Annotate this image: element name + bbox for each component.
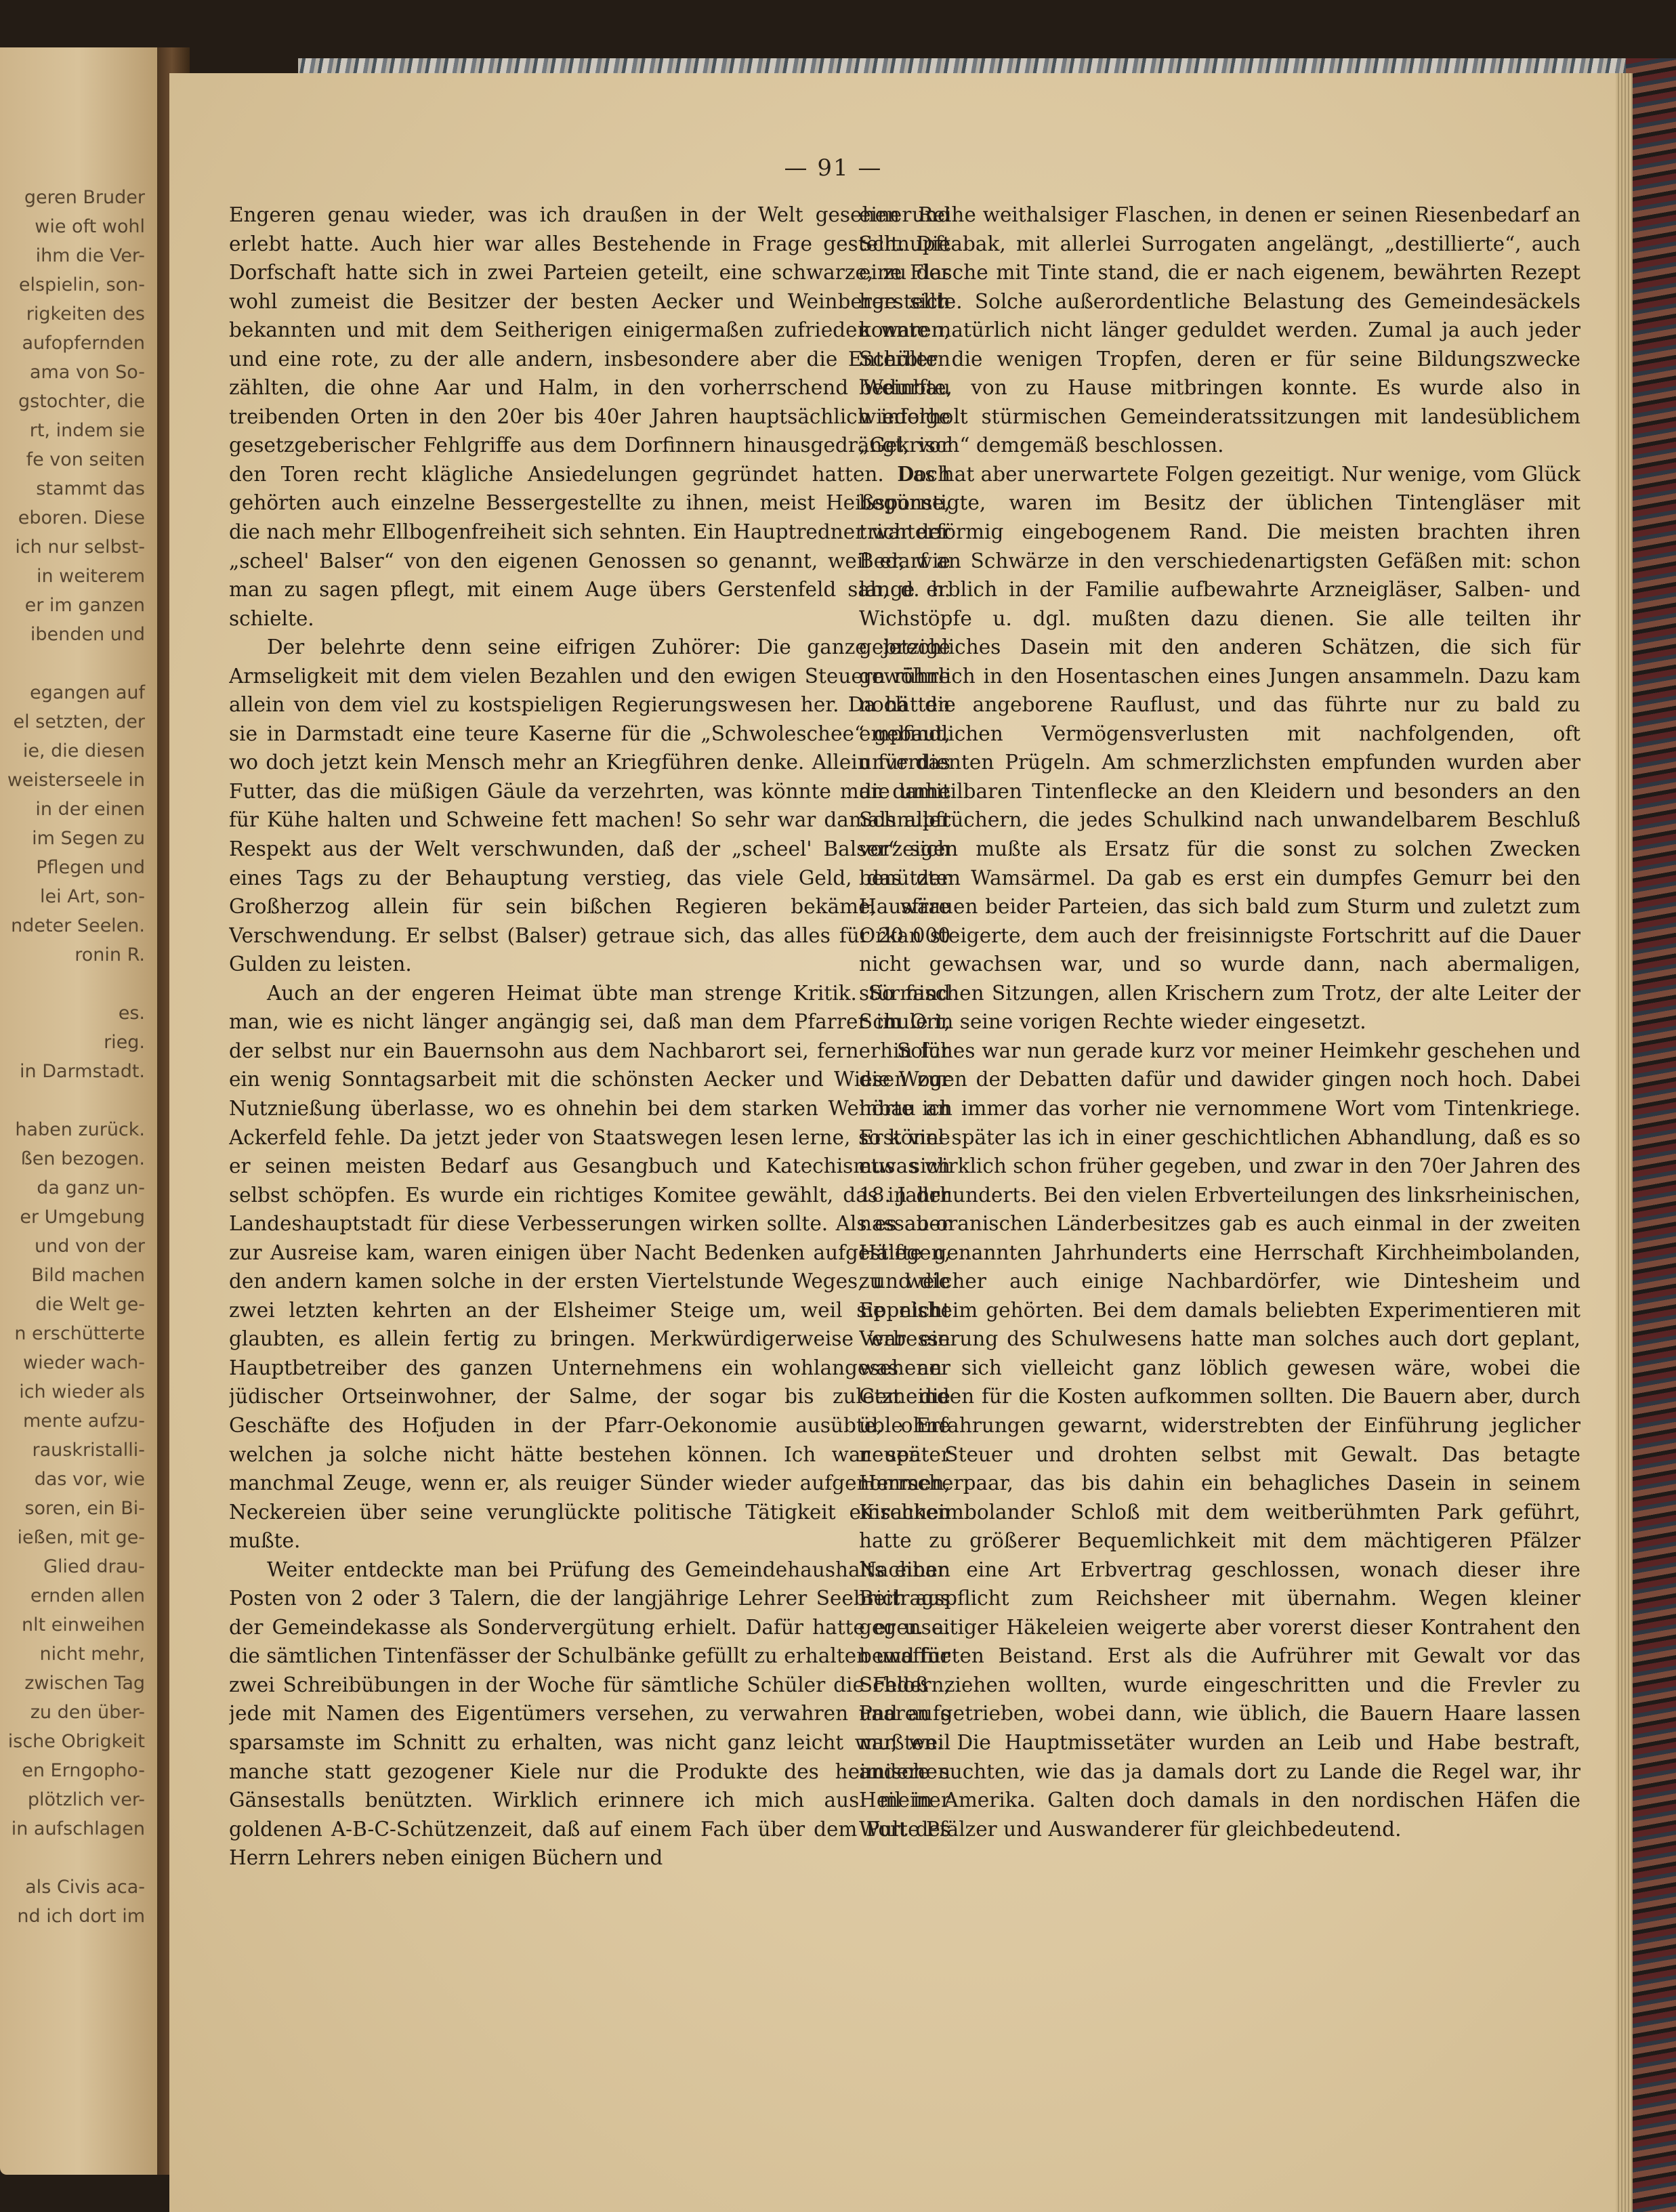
facing-page-line: ießen, mit ge- (17, 1527, 145, 1548)
paragraph: Weiter entdeckte man bei Prüfung des Gemeindehaushalts einen Posten von 2 oder 3 Talern, die der langjährige Lehrer Seebrich aus der Gemeindekasse als Sondervergütung erhielt. Dafür hatte er u. a. die sämtlichen Tintenfässer der Schulbänke gefüllt zu erhalten und für zwei Schreibübungen in der Woche für sämtliche Schüler die Federn, jede mit Namen des Eigentümers versehen, zu verwahren und aufs sparsamste im Schnitt zu erhalten, was nicht ganz leicht war, weil manche statt gezogener Kiele nur die Produkte des heimischen Gänsestalls benützten. Wirklich erinnere ich mich aus meiner goldenen A-B-C-Schützenzeit, daß auf einem Fach über dem Pult des Herrn Lehrers neben einigen Büchern und (229, 1558, 950, 1870)
facing-page-line: er Umgebung (20, 1207, 145, 1228)
page-edge (1616, 73, 1633, 2212)
facing-page-line: nicht mehr, (39, 1644, 145, 1665)
facing-page-line: in Darmstadt. (20, 1061, 145, 1082)
facing-page-line: Bild machen (31, 1265, 145, 1286)
facing-page-line: zu den über- (30, 1702, 145, 1723)
facing-page-line: geren Bruder (24, 187, 145, 208)
marbled-board-right (1626, 58, 1676, 2212)
facing-page-line: ie, die diesen (22, 740, 145, 761)
facing-page-line: gstochter, die (18, 391, 145, 412)
facing-page-line: wie oft wohl (35, 216, 145, 237)
facing-page-line: er im ganzen (24, 595, 145, 616)
facing-page-line: aufopfernden (22, 333, 145, 354)
facing-page-line: ßen bezogen. (20, 1148, 145, 1169)
text-column-left (229, 201, 950, 2057)
facing-page-line: fe von seiten (26, 449, 145, 470)
facing-page-line: ich wieder als (19, 1381, 145, 1402)
facing-page-line: ndeter Seelen. (11, 915, 145, 936)
facing-page-line: n erschütterte (14, 1323, 145, 1344)
facing-page-text (0, 183, 150, 1931)
facing-page-line: ernden allen (30, 1585, 145, 1606)
page-number: — 91 — (784, 154, 883, 182)
facing-page-line: Glied drau- (43, 1556, 145, 1577)
facing-page-line: in aufschlagen (11, 1818, 145, 1839)
facing-page-line: rt, indem sie (29, 420, 145, 441)
facing-page-line: el setzten, der (13, 711, 145, 732)
facing-page-line: ich nur selbst- (15, 537, 145, 558)
facing-page-line: plötzlich ver- (27, 1789, 145, 1810)
text-column-right (859, 201, 1580, 2057)
facing-page-line: in weiterem (36, 566, 145, 587)
facing-page-line: rigkeiten des (26, 304, 145, 325)
facing-page-line: nlt einweihen (21, 1614, 145, 1635)
facing-page-line: als Civis aca- (25, 1877, 145, 1898)
facing-page-line (0, 649, 150, 678)
facing-page-line: nd ich dort im (17, 1906, 145, 1927)
facing-page-line: egangen auf (29, 682, 145, 703)
facing-page-line: soren, ein Bi- (24, 1498, 145, 1519)
facing-page-line: da ganz un- (37, 1177, 145, 1198)
facing-page-line: das vor, wie (34, 1469, 145, 1490)
paragraph: Der belehrte denn seine eifrigen Zuhörer: Die ganze jetzige Armseligkeit mit dem vielen Bezahlen und den ewigen Steuern rühre allein von dem viel zu kostspieligen Regierungswesen her. Da hätten sie in Darmstadt eine teure Kaserne für die „Schwoleschee“ gebaut, wo doch jetzt kein Mensch mehr an Kriegführen denke. Allein für das Futter, das die müßigen Gäule da verzehrten, was könnte man damit für Kühe halten und Schweine fett machen! So sehr war damals aller Respekt aus der Welt verschwunden, daß der „scheel' Balser“ sich eines Tags zu der Behauptung verstieg, das viele Geld, das der Großherzog allein für sein bißchen Regieren bekäme, wäre Verschwendung. Er selbst (Balser) getraue sich, das alles für 20 000 Gulden zu leisten. (229, 635, 950, 976)
paragraph: Engeren genau wieder, was ich draußen in der Welt gesehen und erlebt hatte. Auch hier war alles Bestehende in Frage gestellt. Die Dorfschaft hatte sich in zwei Parteien geteilt, eine schwarze, zu der wohl zumeist die Besitzer der besten Aecker und Weinberge sich bekannten und mit dem Seitherigen einigermaßen zufrieden waren, und eine rote, zu der alle andern, insbesondere aber die Enterbten zählten, die ohne Aar und Halm, in den vorherrschend Weinbau treibenden Orten in den 20er bis 40er Jahren hauptsächlich infolge gesetzgeberischer Fehlgriffe aus dem Dorfinnern hinausgedrängt, vor den Toren recht klägliche Ansiedelungen gegründet hatten. Doch gehörten auch einzelne Bessergestellte zu ihnen, meist Heißsporne, die nach mehr Ellbogenfreiheit sich sehnten. Ein Hauptredner war der „scheel' Balser“ von den eigenen Genossen so genannt, weil er, wie man zu sagen pflegt, mit einem Auge übers Gerstenfeld sah, d. h. schielte. (229, 203, 950, 630)
facing-page-line: mente aufzu- (23, 1411, 145, 1432)
paragraph: Auch an der engeren Heimat übte man strenge Kritik. So fand man, wie es nicht länger angängig sei, daß man dem Pfarrer im Ort, der selbst nur ein Bauernsohn aus dem Nachbarort sei, fernerhin für ein wenig Sonntagsarbeit mit die schönsten Aecker und Wiesen zur Nutznießung überlasse, wo es ohnehin bei dem starken Weinbau an Ackerfeld fehle. Da jetzt jeder von Staatswegen lesen lerne, so könne er seinen meisten Bedarf aus Gesangbuch und Katechismus sich selbst schöpfen. Es wurde ein richtiges Komitee gewählt, das in der Landeshauptstadt für diese Verbesserungen wirken sollte. Als es aber zur Ausreise kam, waren einigen über Nacht Bedenken aufgestiegen, den andern kamen solche in der ersten Viertelstunde Weges, und die zwei letzten kehrten an der Elsheimer Steige um, weil sie nicht glaubten, es allein fertig zu bringen. Merkwürdigerweise war ein Hauptbetreiber des ganzen Unternehmens ein wohlangesehener jüdischer Ortseinwohner, der Salme, der sogar bis zuletzt die Geschäfte des Hofjuden in der Pfarr-Oekonomie ausübte, ohne welchen ja solche nicht hätte bestehen können. Ich war später manchmal Zeuge, wenn er, als reuiger Sünder wieder aufgenommen, Neckereien über seine verunglückte politische Tätigkeit einsacken mußte. (229, 981, 950, 1553)
paragraph: Das hat aber unerwartete Folgen gezeitigt. Nur wenige, vom Glück begünstigte, waren im Besitz der üblichen Tintengläser mit trichterförmig eingebogenem Rand. Die meisten brachten ihren Bedarf an Schwärze in den verschiedenartigsten Gefäßen mit: schon lange erblich in der Familie aufbewahrte Arzneigläser, Salben- und Wichstöpfe u. dgl. mußten dazu dienen. Sie alle teilten ihr gebrechliches Dasein mit den anderen Schätzen, die sich für gewöhnlich in den Hosentaschen eines Jungen ansammeln. Dazu kam noch die angeborene Rauflust, und das führte nur zu bald zu empfindlichen Vermögensverlusten mit nachfolgenden, oft unverdienten Prügeln. Am schmerzlichsten empfunden wurden aber die unheilbaren Tintenflecke an den Kleidern und besonders an den Schnupftüchern, die jedes Schulkind nach unwandelbarem Beschluß vorzeigen mußte als Ersatz für die sonst zu solchen Zwecken benützten Wamsärmel. Da gab es erst ein dumpfes Gemurr bei den Hausfrauen beider Parteien, das sich bald zum Sturm und zuletzt zum Orkan steigerte, dem auch der freisinnigste Fortschritt auf die Dauer nicht gewachsen war, und so wurde dann, nach abermaligen, stürmischen Sitzungen, allen Krischern zum Trotz, der alte Leiter der Schule in seine vorigen Rechte wieder eingesetzt. (859, 462, 1580, 1034)
facing-page-line: ama von So- (29, 362, 145, 383)
facing-page-line: rauskristalli- (32, 1440, 145, 1461)
facing-page-line: ronin R. (75, 944, 145, 965)
facing-page-line: Pflegen und (36, 857, 145, 878)
facing-page-line: ibenden und (30, 624, 145, 645)
facing-page-line: wieder wach- (23, 1352, 145, 1373)
facing-page-line: in der einen (35, 799, 145, 820)
facing-page-line: lei Art, son- (40, 886, 145, 907)
facing-page-line: weisterseele in (7, 770, 145, 791)
paragraph: einer Reihe weithalsiger Flaschen, in denen er seinen Riesenbedarf an Schnupftabak, mit allerlei Surrogaten angelängt, „destillierte“, auch eine Flasche mit Tinte stand, die er nach eigenem, bewährten Rezept herstellte. Solche außerordentliche Belastung des Gemeindesäckels konnte natürlich nicht länger geduldet werden. Zumal ja auch jeder Schüler die wenigen Tropfen, deren er für seine Bildungszwecke bedurfte, von zu Hause mitbringen konnte. Es wurde also in wiederholt stürmischen Gemeinderatssitzungen mit landesüblichem „Gekrisch“ demgemäß beschlossen. (859, 203, 1580, 457)
facing-page-line: zwischen Tag (24, 1673, 145, 1694)
facing-page-line: es. (118, 1003, 145, 1024)
facing-page-line: en Erngopho- (22, 1760, 145, 1781)
facing-page-line: elspielin, son- (18, 274, 145, 295)
facing-page-line: eboren. Diese (18, 507, 145, 528)
facing-page-line: rieg. (104, 1032, 145, 1053)
facing-page-left (0, 47, 157, 2175)
facing-page-line: im Segen zu (32, 828, 145, 849)
facing-page-line: stammt das (36, 478, 145, 499)
facing-page-line: die Welt ge- (35, 1294, 145, 1315)
facing-page-line: haben zurück. (15, 1119, 145, 1140)
facing-page-line: ihm die Ver- (35, 245, 145, 266)
facing-page-line: und von der (35, 1236, 145, 1257)
facing-page-line (0, 1843, 150, 1873)
paragraph: Solches war nun gerade kurz vor meiner Heimkehr geschehen und die Wogen der Debatten dafür und dawider gingen noch hoch. Dabei hörte ich immer das vorher nie vernommene Wort vom Tintenkriege. Erst viel später las ich in einer geschichtlichen Abhandlung, daß es so etwas wirklich schon früher gegeben, und zwar in den 70er Jahren des 18. Jahrhunderts. Bei den vielen Erbverteilungen des linksrheinischen, nassau-oranischen Länderbesitzes gab es auch einmal in der zweiten Hälfte genannten Jahrhunderts eine Herrschaft Kirchheimbolanden, zu welcher auch einige Nachbardörfer, wie Dintesheim und Eppelsheim gehörten. Bei dem damals beliebten Experimentieren mit Verbesserung des Schulwesens hatte man solches auch dort geplant, was an sich vielleicht ganz löblich gewesen wäre, wobei die Gemeinden für die Kosten aufkommen sollten. Die Bauern aber, durch üble Erfahrungen gewarnt, widerstrebten der Einführung jeglicher neuen Steuer und drohten selbst mit Gewalt. Das betagte Herrscherpaar, das bis dahin ein behagliches Dasein in seinem Kirchheimbolander Schloß mit dem weitberühmten Park geführt, hatte zu größerer Bequemlichkeit mit dem mächtigeren Pfälzer Nachbar eine Art Erbvertrag geschlossen, wonach dieser ihre Beitragspflicht zum Reichsheer mit übernahm. Wegen kleiner gegenseitiger Häkeleien weigerte aber vorerst dieser Kontrahent den bewaffneten Beistand. Erst als die Aufrührer mit Gewalt vor das Schloß ziehen wollten, wurde eingeschritten und die Frevler zu Paaren getrieben, wobei dann, wie üblich, die Bauern Haare lassen mußten. Die Hauptmissetäter wurden an Leib und Habe bestraft, andere suchten, wie das ja damals dort zu Lande die Regel war, ihr Heil in Amerika. Galten doch damals in den nordischen Häfen die Worte Pfälzer und Auswanderer für gleichbedeutend. (859, 1039, 1580, 1841)
facing-page-line (0, 969, 150, 999)
facing-page-line (0, 1086, 150, 1115)
facing-page-line: ische Obrigkeit (7, 1731, 145, 1752)
